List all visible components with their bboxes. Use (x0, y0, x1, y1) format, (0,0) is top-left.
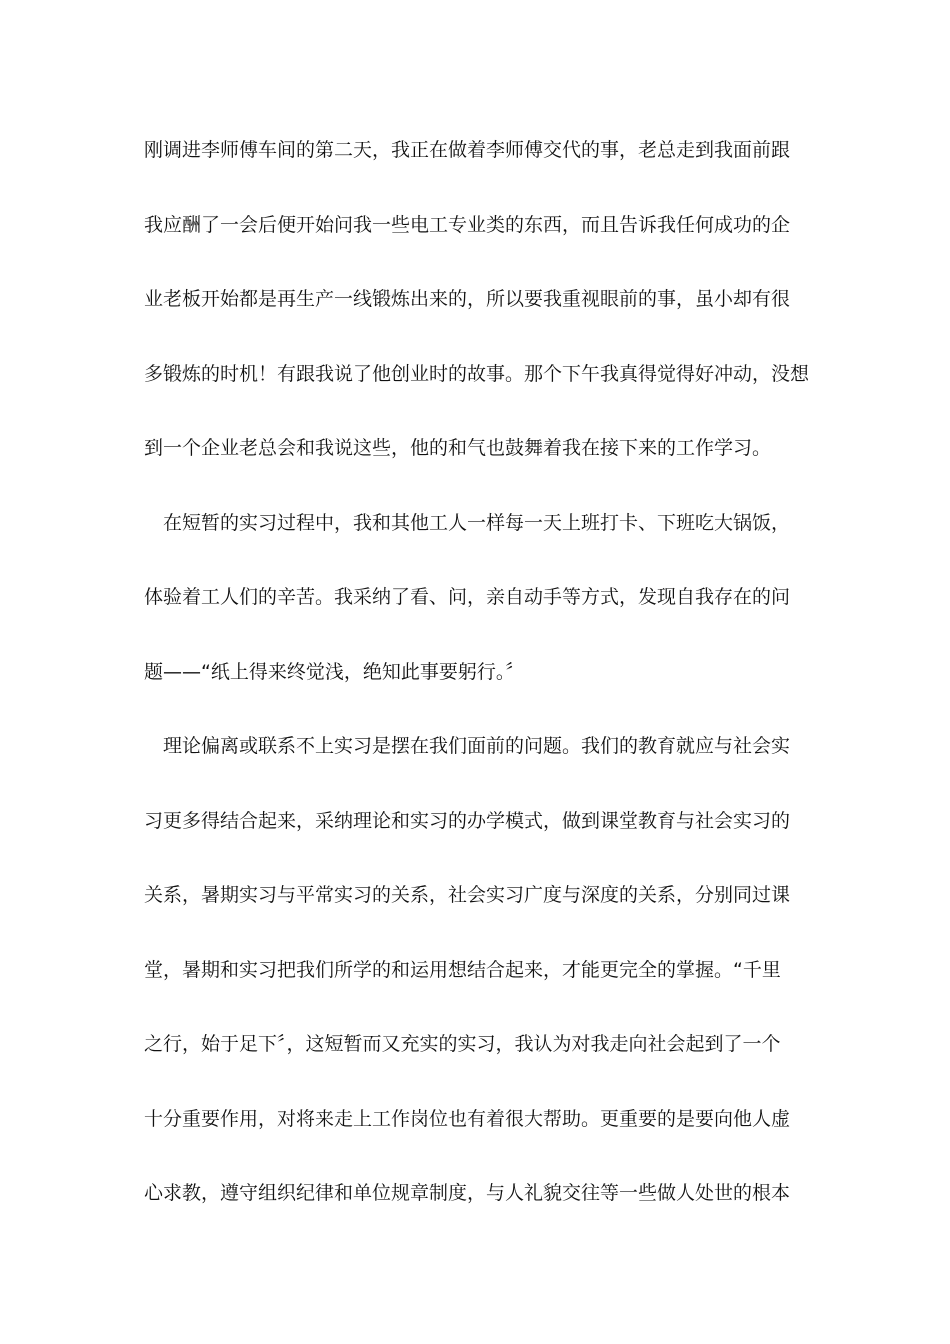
text-line: 多锻炼的时机！有跟我说了他创业时的故事。那个下午我真得觉得好冲动，没想 (144, 362, 810, 385)
text-line: 心求教，遵守组织纪律和单位规章制度，与人礼貌交往等一些做人处世的根本 (144, 1182, 791, 1204)
paragraph-start-line: 在短暂的实习过程中，我和其他工人一样每一天上班打卡、下班吃大锅饭， (163, 511, 791, 534)
body-text (144, 130, 814, 1248)
text-line: 关系，暑期实习与平常实习的关系，社会实习广度与深度的关系，分别同过课 (144, 884, 791, 906)
text-line: 我应酬了一会后便开始问我一些电工专业类的东西，而且告诉我任何成功的企 (144, 213, 791, 236)
text-line: 体验着工人们的辛苦。我采纳了看、问，亲自动手等方式，发现自我存在的问 (144, 586, 791, 608)
text-line: 到一个企业老总会和我说这些，他的和气也鼓舞着我在接下来的工作学习。 (144, 437, 772, 459)
paragraph-start-line: 理论偏离或联系不上实习是摆在我们面前的问题。我们的教育就应与社会实 (163, 735, 791, 757)
text-line: 习更多得结合起来，采纳理论和实习的办学模式，做到课堂教育与社会实习的 (144, 809, 791, 832)
text-line: 业老板开始都是再生产一线锻炼出来的，所以要我重视眼前的事，虽小却有很 (144, 288, 791, 310)
text-line: 堂，暑期和实习把我们所学的和运用想结合起来，才能更完全的掌握。“千里 (144, 958, 781, 981)
text-line: 之行，始于足下〞，这短暂而又充实的实习，我认为对我走向社会起到了一个 (144, 1033, 781, 1055)
text-line: 题——“纸上得来终觉浅，绝知此事要躬行。〞 (144, 660, 525, 683)
text-line: 刚调进李师傅车间的第二天，我正在做着李师傅交代的事，老总走到我面前跟 (144, 139, 791, 161)
text-line: 十分重要作用，对将来走上工作岗位也有着很大帮助。更重要的是要向他人虚 (144, 1107, 791, 1130)
